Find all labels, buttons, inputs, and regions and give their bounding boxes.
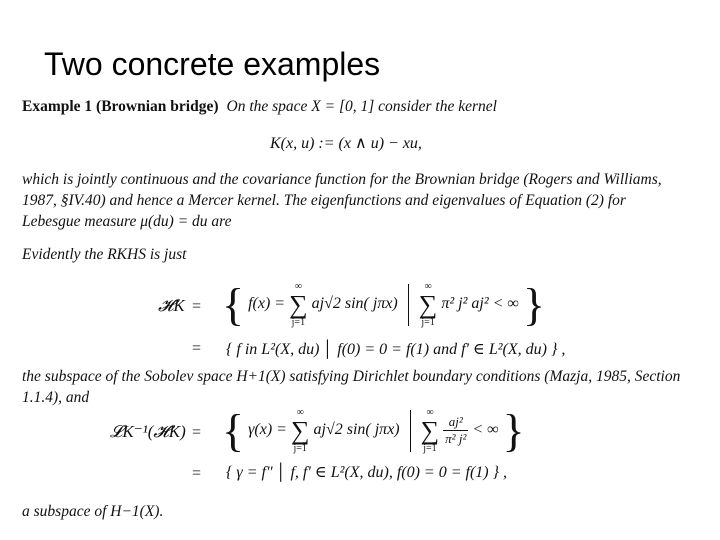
eq1-body — [222, 278, 545, 331]
example-heading — [22, 98, 497, 116]
eq1-lhs: 𝓗K — [158, 296, 185, 315]
closing-text: a subspace of H−1(X). — [22, 503, 164, 520]
eq3-left-brace: { — [222, 405, 245, 456]
eq3-divider — [410, 410, 411, 452]
eq1-sum — [289, 282, 308, 328]
eq2-body: { f in L²(X, du) │ f(0) = 0 = f(1) and f′ ∈ L²(X, du) } , — [226, 341, 566, 358]
eq3-sum-bottom: j=1 — [293, 442, 307, 454]
eq4-body: { γ = f″ │ f, f′ ∈ L²(X, du), f(0) = 0 = f(1) } , — [226, 464, 508, 481]
eq1-equals: = — [192, 298, 202, 315]
sobolev-paragraph: the subspace of the Sobolev space H+1(X) satisfying Dirichlet boundary conditions (Mazja, 1985, Section 1.1.4), and — [22, 368, 681, 406]
eq1-fx: f(x) = — [248, 295, 286, 313]
eq1-sum2-symbol: ∑ — [418, 289, 438, 319]
eq1-right-brace: } — [522, 279, 545, 330]
eq3-fraction-denominator: π² j² — [445, 431, 467, 446]
eq3-tail: < ∞ — [472, 421, 499, 439]
eq3-sum-symbol: ∑ — [290, 415, 310, 445]
kernel-definition: K(x, u) := (x ∧ u) − xu, — [270, 135, 422, 152]
eq3-sum — [291, 408, 310, 454]
eq4-equals: = — [192, 465, 202, 482]
eq3-sum2 — [421, 408, 440, 454]
eq3-right-brace: } — [502, 405, 525, 456]
eq3-fraction — [443, 414, 468, 447]
eq1-sum2 — [419, 282, 438, 328]
eq1-left-brace: { — [222, 279, 245, 330]
eq1-term2: π² j² aj² < ∞ — [441, 295, 519, 313]
eq1-sum-symbol: ∑ — [289, 289, 308, 319]
eq2-equals: = — [192, 340, 202, 357]
slide-title: Two concrete examples — [44, 46, 381, 82]
example-intro: On the space X = [0, 1] consider the kernel — [226, 98, 497, 115]
eq3-term: aj√2 sin( jπx) — [313, 421, 400, 439]
eq3-sum-top: ∞ — [296, 406, 304, 418]
eq3-sum2-bottom: j=1 — [423, 442, 437, 454]
eq1-sum2-top: ∞ — [424, 280, 432, 292]
eq3-sum2-top: ∞ — [426, 406, 434, 418]
eq1-sum-bottom: j=1 — [291, 316, 306, 328]
eq3-gx: γ(x) = — [248, 421, 287, 439]
eq1-divider — [408, 284, 409, 326]
eq1-sum-top: ∞ — [294, 280, 302, 292]
eq1-sum2-bottom: j=1 — [421, 316, 435, 328]
eq3-fraction-numerator: aj² — [443, 414, 468, 431]
example-label: Example 1 (Brownian bridge) — [22, 98, 219, 115]
eq3-sum2-symbol: ∑ — [420, 415, 440, 445]
eq3-equals: = — [192, 424, 202, 441]
eq3-body — [222, 404, 525, 457]
eq3-lhs: 𝓛K⁻¹(𝓗K) — [110, 422, 186, 441]
eq1-term: aj√2 sin( jπx) — [311, 295, 398, 313]
rkhs-intro: Evidently the RKHS is just — [22, 246, 187, 263]
description-paragraph: which is jointly continuous and the covariance function for the Brownian bridge (Rogers and Williams, 1987, §IV.40) and hence a Mercer kernel. The eigenfunctions and eigenvalues of Equation (2) for Lebesgue measure μ(du) = du are — [22, 171, 662, 230]
